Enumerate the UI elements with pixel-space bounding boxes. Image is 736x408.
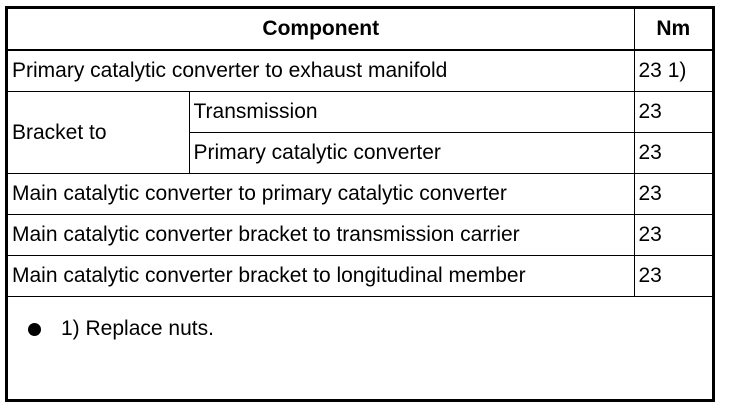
column-header-nm: Nm (634, 9, 712, 50)
footnote-text: 1) Replace nuts. (61, 317, 214, 340)
footnote (28, 317, 214, 341)
component-cell: Main catalytic converter bracket to longitudinal member (8, 256, 634, 297)
torque-cell: 23 (634, 174, 712, 215)
table-row (8, 174, 712, 215)
column-header-component: Component (8, 9, 634, 50)
torque-spec-table-frame (5, 6, 715, 402)
table-header-row (8, 9, 712, 50)
table-row (8, 256, 712, 297)
table-row (8, 92, 712, 133)
torque-spec-table (8, 9, 712, 297)
torque-cell: 23 (634, 133, 712, 174)
table-row (8, 50, 712, 92)
torque-cell: 23 (634, 215, 712, 256)
component-cell: Primary catalytic converter to exhaust manifold (8, 50, 634, 92)
component-cell: Primary catalytic converter (189, 133, 634, 174)
group-cell-bracket-to: Bracket to (8, 92, 189, 174)
table-row (8, 215, 712, 256)
component-cell: Main catalytic converter bracket to transmission carrier (8, 215, 634, 256)
torque-cell: 23 1) (634, 50, 712, 92)
bullet-icon (28, 323, 41, 336)
torque-cell: 23 (634, 256, 712, 297)
torque-cell: 23 (634, 92, 712, 133)
component-cell: Transmission (189, 92, 634, 133)
component-cell: Main catalytic converter to primary catalytic converter (8, 174, 634, 215)
